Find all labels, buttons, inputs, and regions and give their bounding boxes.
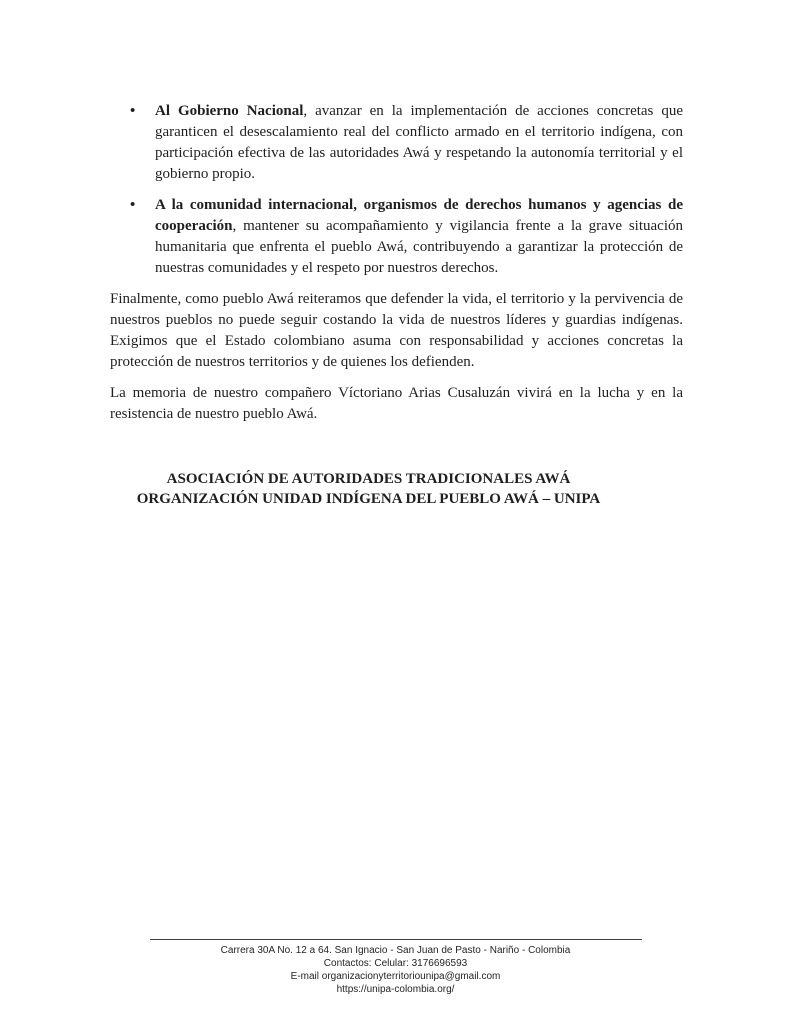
page-footer [0, 939, 791, 996]
paragraph-conclusion: Finalmente, como pueblo Awá reiteramos que defender la vida, el territorio y la pervivencia de nuestros pueblos no puede seguir costando la vida de nuestros líderes y guardias indígenas. Exigimos que el Estado colombiano asuma con responsabilidad y acciones concretas la protección de nuestros territorios y de quienes los defienden. [110, 291, 683, 370]
demands-bullet-list [110, 101, 683, 279]
bullet-marker-icon: • [130, 197, 136, 213]
footer-email: E-mail organizacionyterritoriounipa@gmail.com [290, 971, 501, 982]
bullet-lead-comunidad-internacional: A la comunidad internacional, organismos de derechos humanos y agencias de cooperación [155, 197, 683, 234]
signature-line-asociacion: ASOCIACIÓN DE AUTORIDADES TRADICIONALES AWÁ [166, 471, 571, 487]
signature-line-organizacion: ORGANIZACIÓN UNIDAD INDÍGENA DEL PUEBLO AWÁ – UNIPA [136, 491, 601, 507]
bullet-marker-icon: • [130, 103, 136, 119]
footer-contacts: Contactos: Celular: 3176696593 [323, 958, 468, 969]
footer-website: https://unipa-colombia.org/ [336, 984, 455, 995]
signature-block [110, 469, 627, 509]
bullet-text-comunidad-internacional: , mantener su acompañamiento y vigilancia frente a la grave situación humanitaria que enfrenta el pueblo Awá, contribuyendo a garantizar la protección de nuestras comunidades y el respeto por nuestros derechos. [155, 218, 683, 276]
footer-divider [150, 939, 642, 940]
paragraph-memoria: La memoria de nuestro compañero Víctoriano Arias Cusaluzán vivirá en la lucha y en la resistencia de nuestro pueblo Awá. [110, 385, 683, 422]
bullet-lead-gobierno-nacional: Al Gobierno Nacional [155, 103, 304, 119]
bullet-item-gobierno-nacional [110, 101, 683, 185]
bullet-text-gobierno-nacional: , avanzar en la implementación de acciones concretas que garanticen el desescalamiento real del conflicto armado en el territorio indígena, con participación efectiva de las autoridades Awá y respetando la autonomía territorial y el gobierno propio. [155, 103, 683, 182]
document-body [110, 101, 683, 509]
bullet-item-comunidad-internacional [110, 195, 683, 279]
footer-address: Carrera 30A No. 12 a 64. San Ignacio - San Juan de Pasto - Nariño - Colombia [220, 945, 571, 956]
